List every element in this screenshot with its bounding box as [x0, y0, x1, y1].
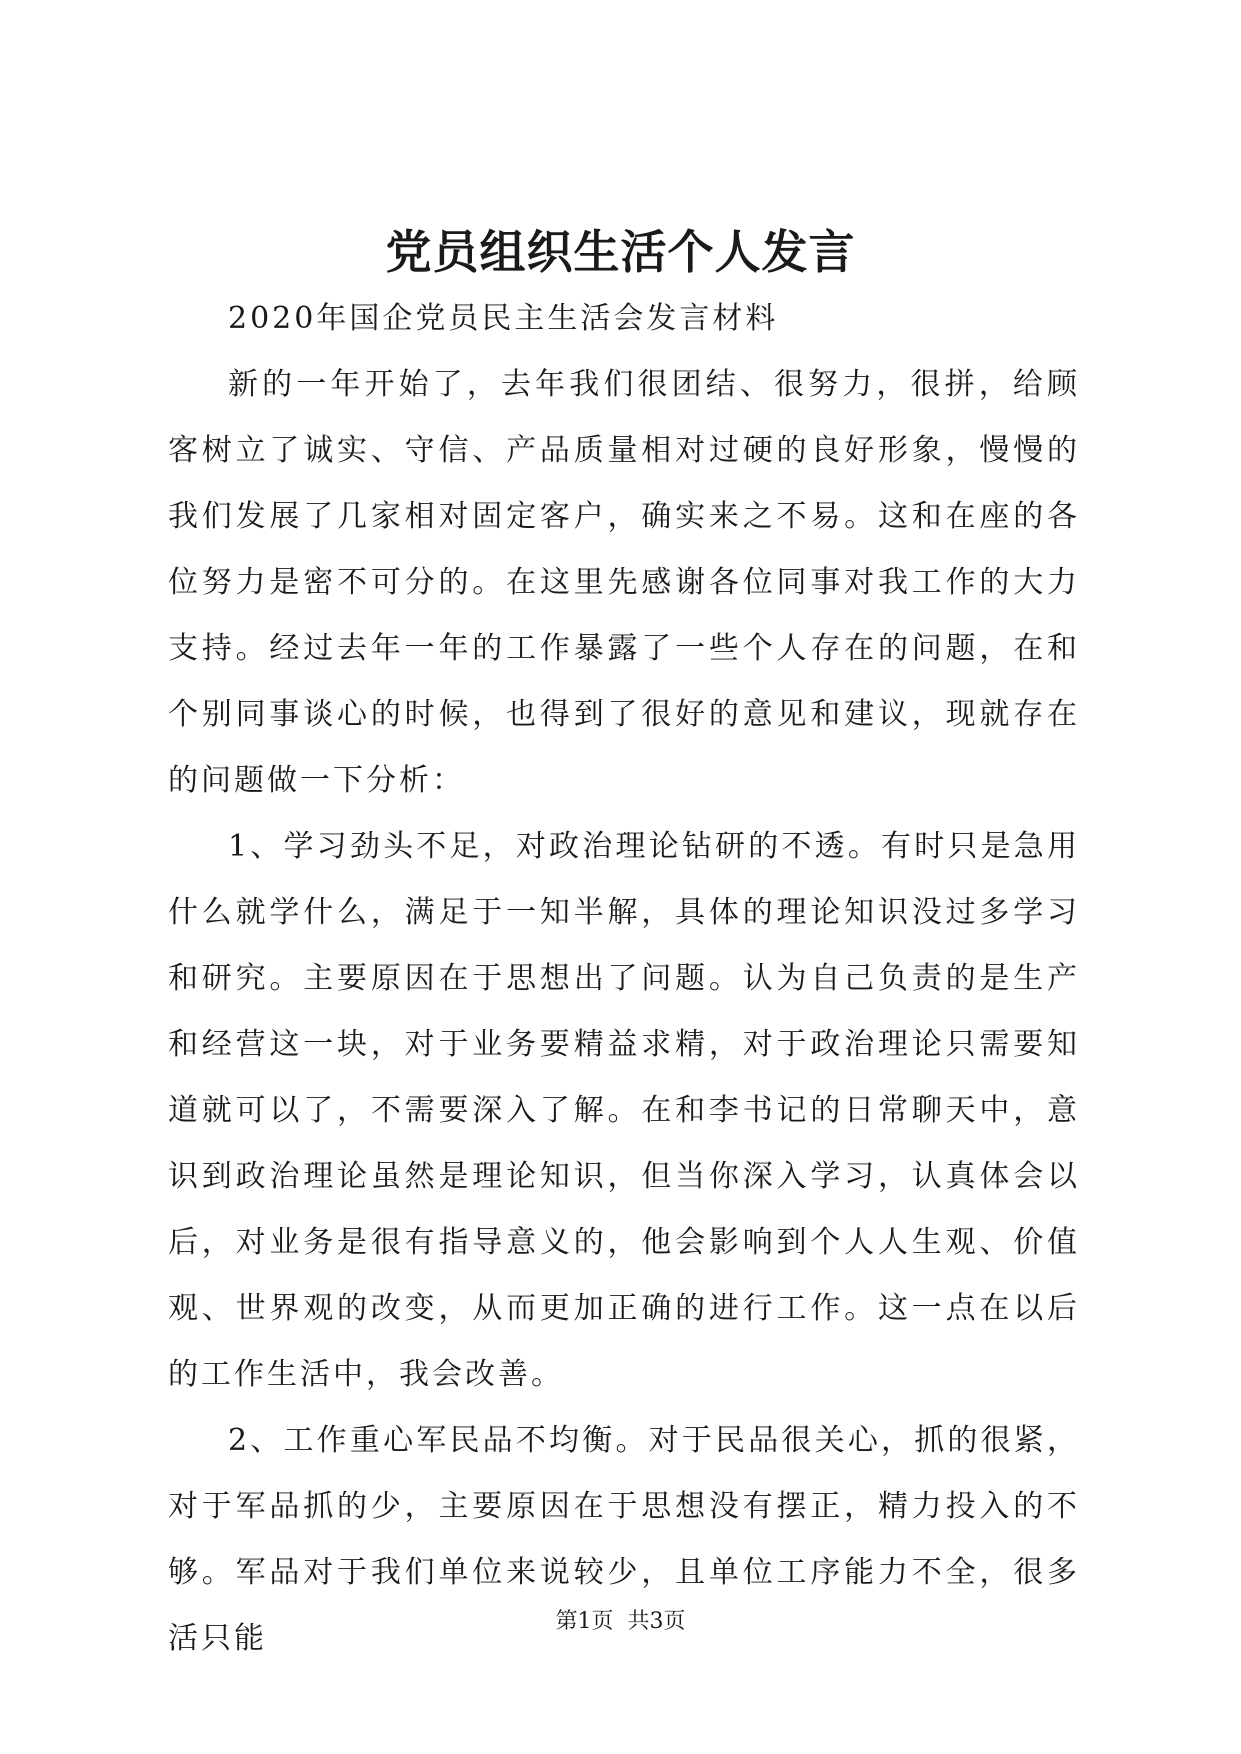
paragraph-subtitle: 2020年国企党员民主生活会发言材料	[228, 301, 779, 336]
paragraph-point-1: 1、学习劲头不足，对政治理论钻研的不透。有时只是急用什么就学什么，满足于一知半解，具体的理论知识没过多学习和研究。主要原因在于思想出了问题。认为自己负责的是生产和经营这一块，对于业务要精益求精，对于政治理论只需要知道就可以了，不需要深入了解。在和李书记的日常聊天中，意识到政治理论虽然是理论知识，但当你深入学习，认真体会以后，对业务是很有指导意义的，他会影响到个人人生观、价值观、世界观的改变，从而更加正确的进行工作。这一点在以后的工作生活中，我会改善。	[168, 829, 1080, 1392]
paragraph-point-2: 2、工作重心军民品不均衡。对于民品很关心，抓的很紧，对于军品抓的少，主要原因在于思想没有摆正，精力投入的不够。军品对于我们单位来说较少，且单位工序能力不全，很多活只能	[168, 1423, 1080, 1656]
document-body	[168, 286, 1080, 1672]
page-total: 共3页	[627, 1609, 686, 1634]
document-title: 党员组织生活个人发言	[385, 225, 856, 279]
page-footer	[0, 1607, 1241, 1637]
page-number: 第1页	[555, 1609, 614, 1634]
paragraph-intro: 新的一年开始了，去年我们很团结、很努力，很拼，给顾客树立了诚实、守信、产品质量相对过硬的良好形象，慢慢的我们发展了几家相对固定客户，确实来之不易。这和在座的各位努力是密不可分的。在这里先感谢各位同事对我工作的大力支持。经过去年一年的工作暴露了一些个人存在的问题，在和个别同事谈心的时候，也得到了很好的意见和建议，现就存在的问题做一下分析：	[168, 367, 1080, 798]
